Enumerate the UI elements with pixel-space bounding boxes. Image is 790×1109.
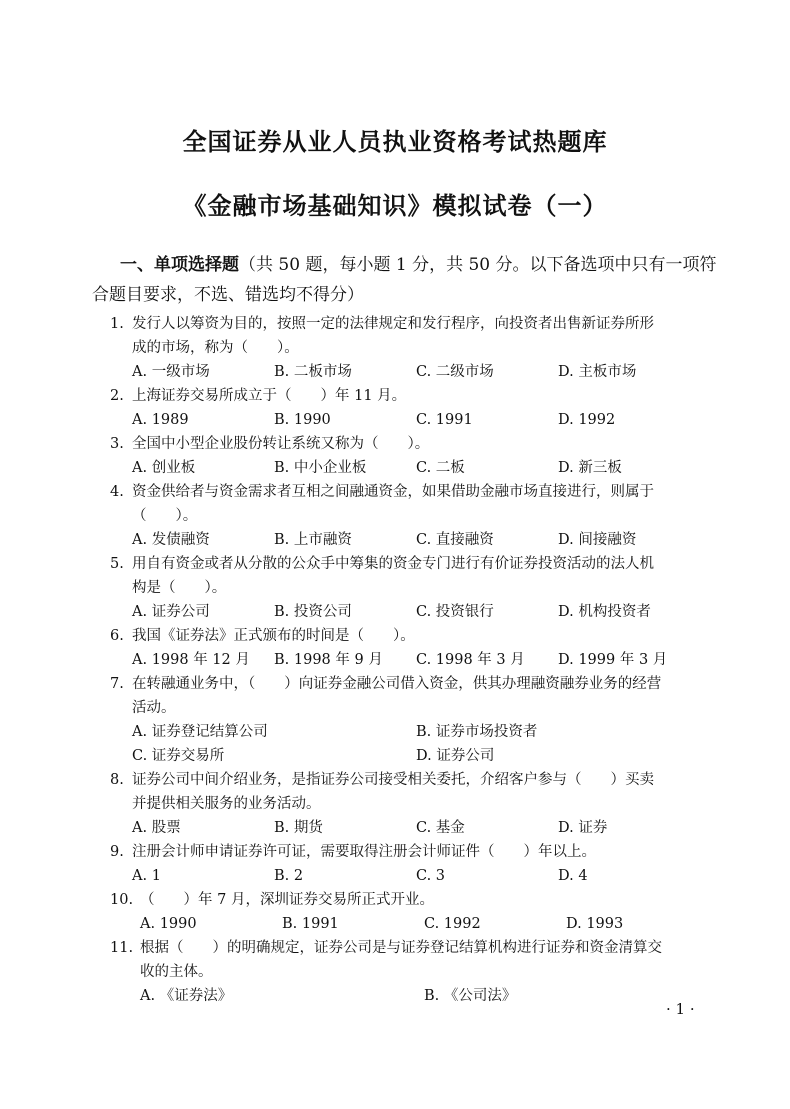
question-8	[110, 768, 730, 840]
option-c: C. 1991	[416, 412, 473, 428]
option-c: C. 二板	[416, 460, 465, 476]
option-d: D. 主板市场	[558, 364, 637, 380]
question-4	[110, 480, 730, 552]
question-text: 收的主体。	[140, 964, 213, 980]
option-a: A. 1998 年 12 月	[132, 652, 250, 668]
question-number: 3.	[110, 436, 124, 452]
question-text: 注册会计师申请证券许可证，需要取得注册会计师证件（ ）年以上。	[132, 844, 596, 860]
question-number: 5.	[110, 556, 124, 572]
option-b: B. 期货	[274, 820, 323, 836]
option-d: D. 证券公司	[416, 748, 495, 764]
option-c: C. 3	[416, 868, 446, 884]
option-a: A. 创业板	[132, 460, 196, 476]
section-heading: 一、单项选择题	[120, 255, 239, 275]
option-d: D. 证券	[558, 820, 608, 836]
question-number: 11.	[110, 940, 134, 956]
option-d: D. 1992	[558, 412, 616, 428]
option-a: A. 1	[132, 868, 161, 884]
question-number: 7.	[110, 676, 124, 692]
exam-title: 全国证券从业人员执业资格考试热题库	[182, 128, 608, 156]
option-d: D. 1993	[566, 916, 624, 932]
option-b: B. 1991	[282, 916, 339, 932]
question-text: 用自有资金或者从分散的公众手中筹集的资金专门进行有价证券投资活动的法人机	[132, 556, 654, 572]
section-instructions-text: （共 50 题，每小题 1 分，共 50 分。以下备选项中只有一项符合题目要求，不选、错选均不得分）	[92, 255, 717, 305]
option-b: B. 上市融资	[274, 532, 352, 548]
option-b: B. 证券市场投资者	[416, 724, 538, 740]
section-instructions	[92, 250, 722, 310]
question-2	[110, 384, 730, 432]
question-text: 全国中小型企业股份转让系统又称为（ ）。	[132, 436, 430, 452]
exam-subtitle: 《金融市场基础知识》模拟试卷（一）	[182, 192, 608, 220]
question-text: 发行人以筹资为目的，按照一定的法律规定和发行程序，向投资者出售新证券所形	[132, 316, 654, 332]
question-text: 证券公司中间介绍业务，是指证券公司接受相关委托，介绍客户参与（ ）买卖	[132, 772, 654, 788]
question-number: 8.	[110, 772, 124, 788]
question-5	[110, 552, 730, 624]
question-6	[110, 624, 730, 672]
question-number: 1.	[110, 316, 124, 332]
option-d: D. 机构投资者	[558, 604, 651, 620]
option-a: A. 1989	[132, 412, 189, 428]
option-a: A. 《证券法》	[140, 988, 233, 1004]
question-text: （ ）年 7 月，深圳证券交易所正式开业。	[140, 892, 434, 908]
option-d: D. 新三板	[558, 460, 622, 476]
question-11	[110, 936, 730, 1008]
question-7	[110, 672, 730, 768]
question-number: 9.	[110, 844, 124, 860]
question-text: 根据（ ）的明确规定，证券公司是与证券登记结算机构进行证券和资金清算交	[140, 940, 662, 956]
option-c: C. 1992	[424, 916, 481, 932]
option-c: C. 基金	[416, 820, 465, 836]
question-number: 10.	[110, 892, 134, 908]
question-text: 活动。	[132, 700, 176, 716]
option-b: B. 投资公司	[274, 604, 352, 620]
option-a: A. 证券公司	[132, 604, 210, 620]
option-b: B. 1990	[274, 412, 331, 428]
option-c: C. 证券交易所	[132, 748, 225, 764]
question-number: 6.	[110, 628, 124, 644]
question-10	[110, 888, 730, 936]
option-d: D. 间接融资	[558, 532, 637, 548]
question-number: 2.	[110, 388, 124, 404]
question-text: 在转融通业务中，（ ）向证券金融公司借入资金，供其办理融资融券业务的经营	[132, 676, 662, 692]
question-text: 资金供给者与资金需求者互相之间融通资金，如果借助金融市场直接进行，则属于	[132, 484, 654, 500]
option-c: C. 1998 年 3 月	[416, 652, 525, 668]
option-b: B. 1998 年 9 月	[274, 652, 383, 668]
option-a: A. 发债融资	[132, 532, 210, 548]
option-a: A. 证券登记结算公司	[132, 724, 268, 740]
question-text: 构是（ ）。	[132, 580, 227, 596]
option-c: C. 投资银行	[416, 604, 494, 620]
question-3	[110, 432, 730, 480]
option-b: B. 中小企业板	[274, 460, 367, 476]
question-list	[110, 312, 730, 1008]
option-a: A. 1990	[140, 916, 197, 932]
question-number: 4.	[110, 484, 124, 500]
question-9	[110, 840, 730, 888]
question-text: 并提供相关服务的业务活动。	[132, 796, 321, 812]
option-a: A. 一级市场	[132, 364, 210, 380]
option-c: C. 二级市场	[416, 364, 494, 380]
option-c: C. 直接融资	[416, 532, 494, 548]
page-number: · 1 ·	[666, 1000, 695, 1018]
option-d: D. 1999 年 3 月	[558, 652, 668, 668]
option-b: B. 《公司法》	[424, 988, 517, 1004]
question-text: （ ）。	[132, 508, 198, 524]
question-text: 成的市场，称为（ ）。	[132, 340, 299, 356]
question-text: 我国《证券法》正式颁布的时间是（ ）。	[132, 628, 415, 644]
option-b: B. 二板市场	[274, 364, 352, 380]
option-a: A. 股票	[132, 820, 181, 836]
option-b: B. 2	[274, 868, 304, 884]
question-1	[110, 312, 730, 384]
option-d: D. 4	[558, 868, 588, 884]
question-text: 上海证券交易所成立于（ ）年 11 月。	[132, 388, 407, 404]
